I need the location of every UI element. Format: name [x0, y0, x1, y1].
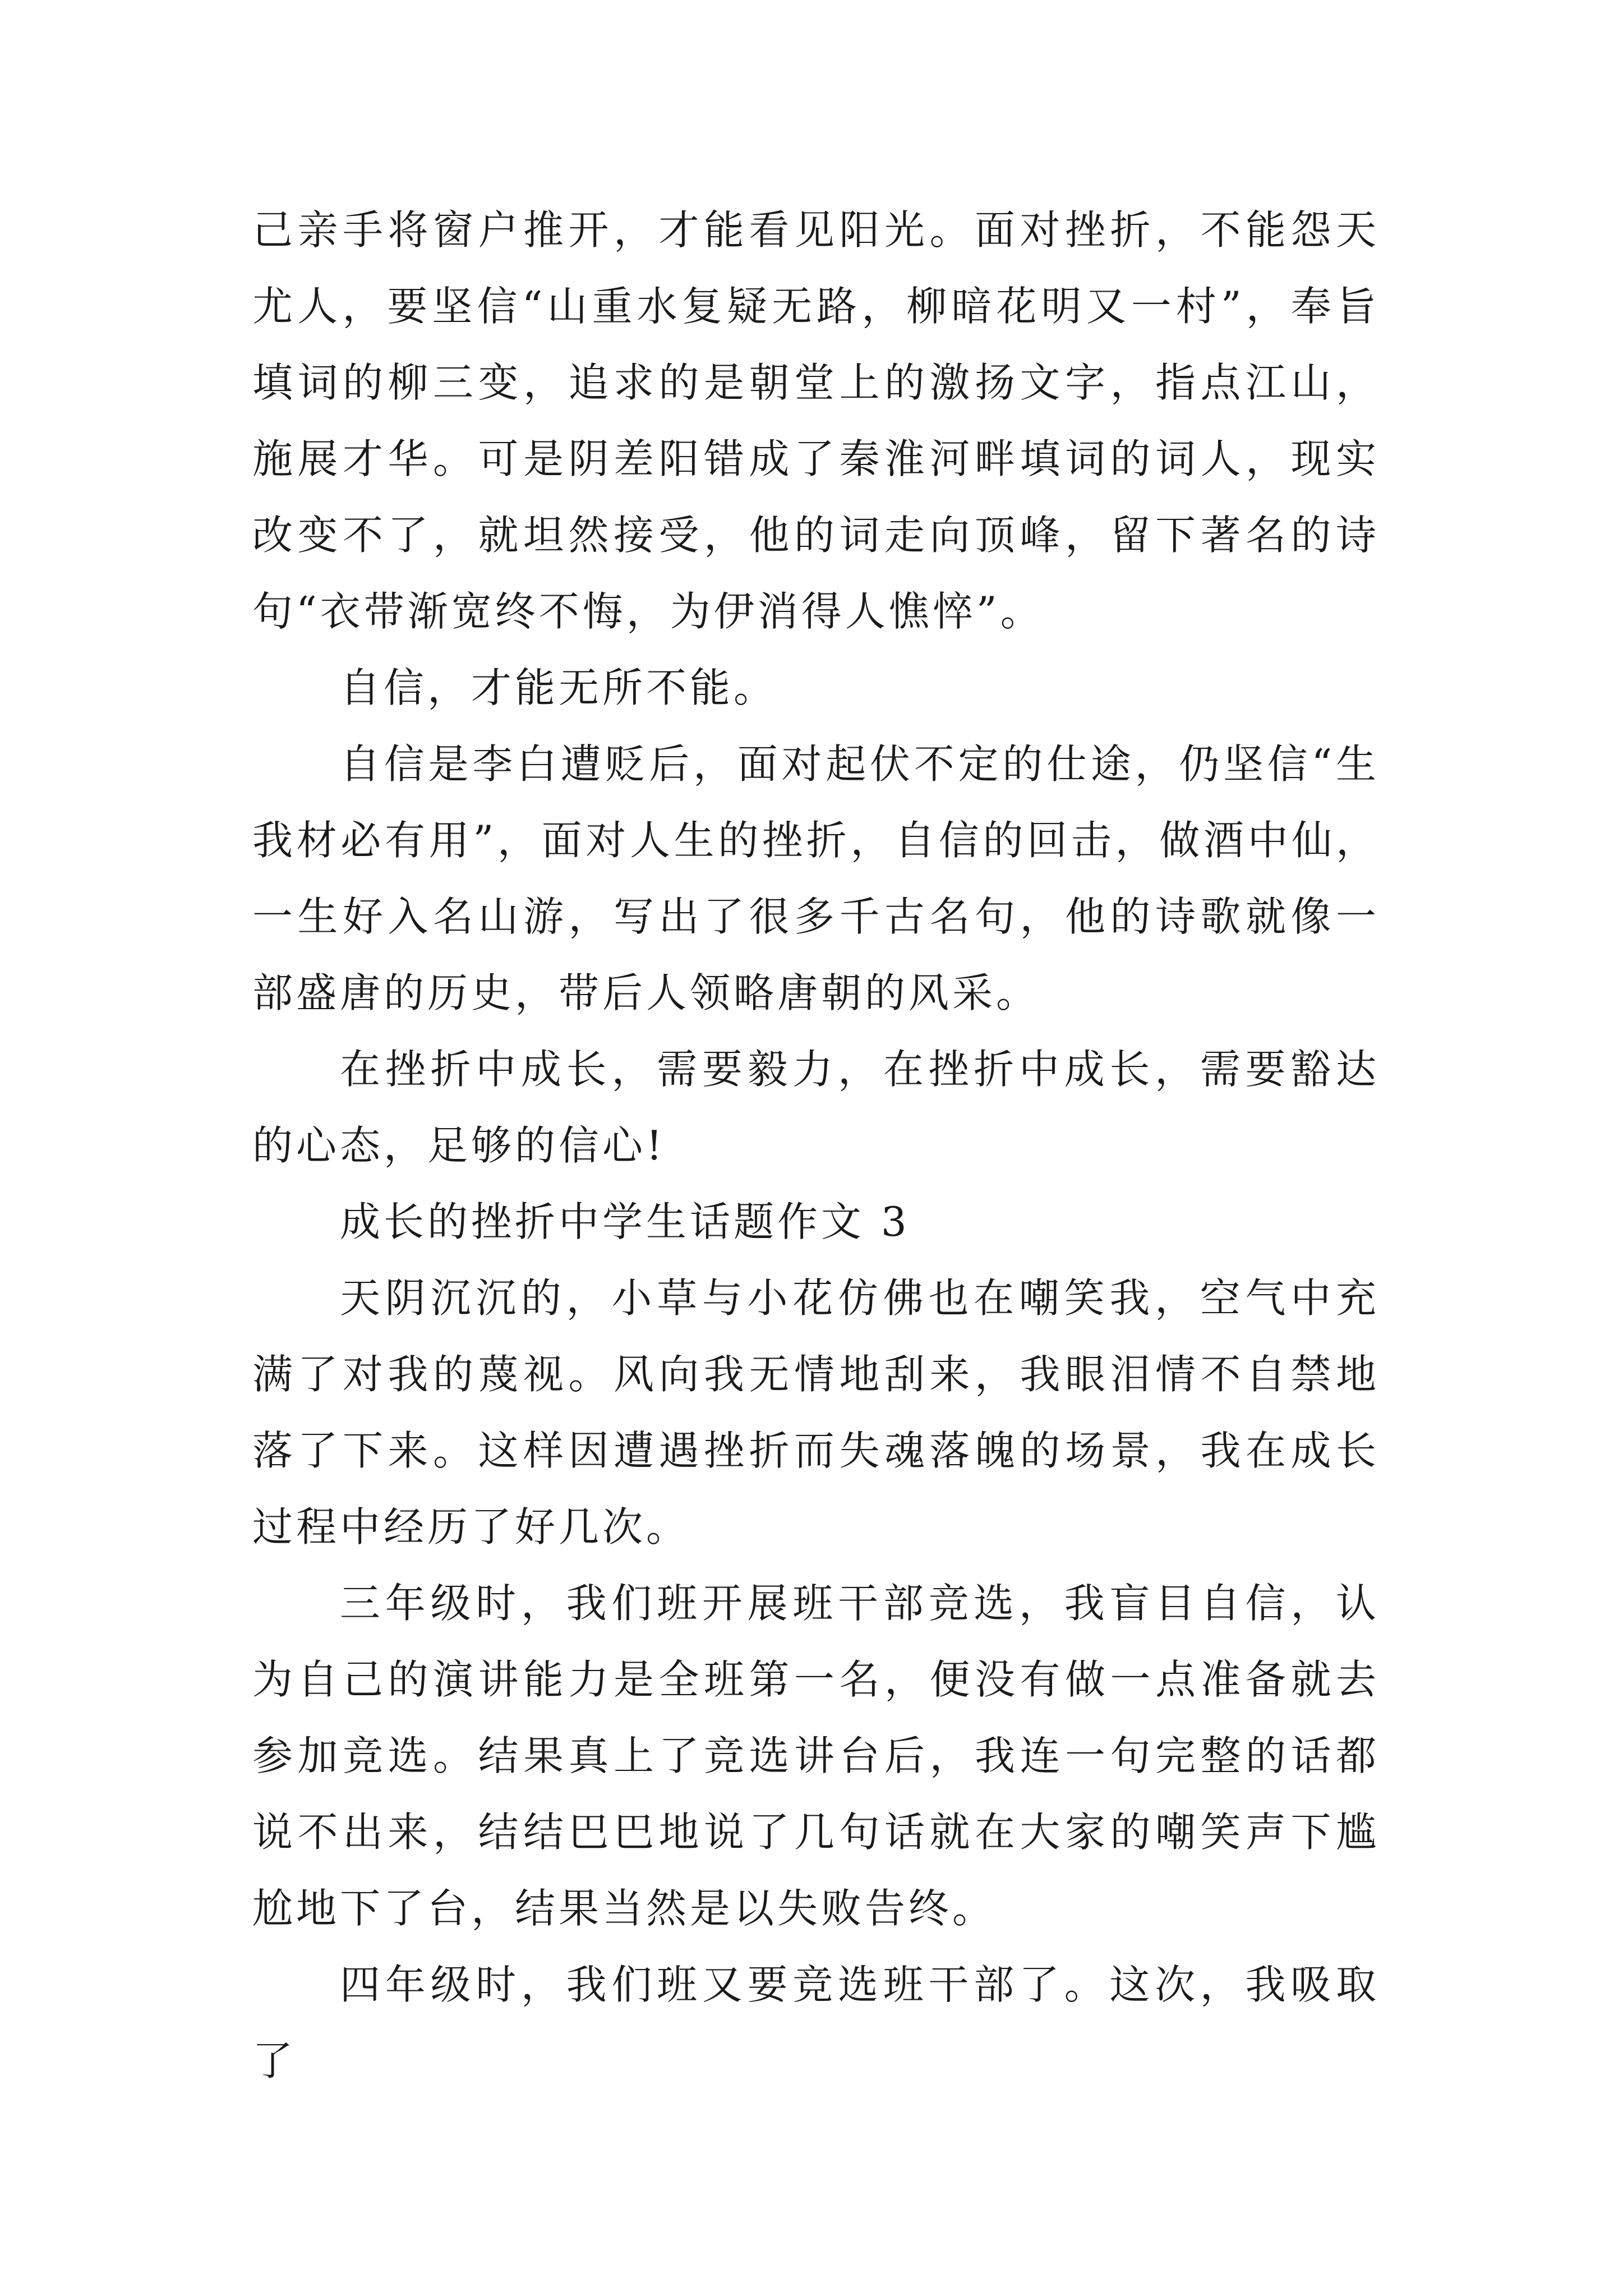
paragraph-continuation: 己亲手将窗户推开，才能看见阳光。面对挫折，不能怨天尤人，要坚信“山重水复疑无路，柳暗花明又一村”，奉旨填词的柳三变，追求的是朝堂上的激扬文字，指点江山，施展才华。可是阴差阳错成了秦淮河畔填词的词人，现实改变不了，就坦然接受，他的词走向顶峰，留下著名的诗句“衣带渐宽终不悔，为伊消得人憔悴”。 [252, 206, 1380, 635]
paragraph-li-bai: 自信是李白遭贬后，面对起伏不定的仕途，仍坚信“生我材必有用”，面对人生的挫折，自信的回击，做酒中仙，一生好入名山游，写出了很多千古名句，他的诗歌就像一部盛唐的历史，带后人领略唐朝的风采。 [252, 740, 1380, 1016]
paragraph-grade-three: 三年级时，我们班开展班干部竞选，我盲目自信，认为自己的演讲能力是全班第一名，便没有做一点准备就去参加竞选。结果真上了竞选讲台后，我连一句完整的话都说不出来，结结巴巴地说了几句话就在大家的嘲笑声下尴尬地下了台，结果当然是以失败告终。 [252, 1580, 1380, 1932]
paragraph-confidence-heading: 自信，才能无所不能。 [340, 664, 778, 711]
essay-body [252, 192, 1380, 2099]
paragraph-grade-four: 四年级时，我们班又要竞选班干部了。这次，我吸取了 [252, 1961, 1380, 2085]
paragraph-opening: 天阴沉沉的，小草与小花仿佛也在嘲笑我，空气中充满了对我的蔑视。风向我无情地刮来，我眼泪情不自禁地落了下来。这样因遭遇挫折而失魂落魄的场景，我在成长过程中经历了好几次。 [252, 1274, 1380, 1550]
essay-title-3: 成长的挫折中学生话题作文 3 [340, 1198, 910, 1245]
paragraph-conclusion: 在挫折中成长，需要毅力，在挫折中成长，需要豁达的心态，足够的信心! [252, 1046, 1380, 1169]
